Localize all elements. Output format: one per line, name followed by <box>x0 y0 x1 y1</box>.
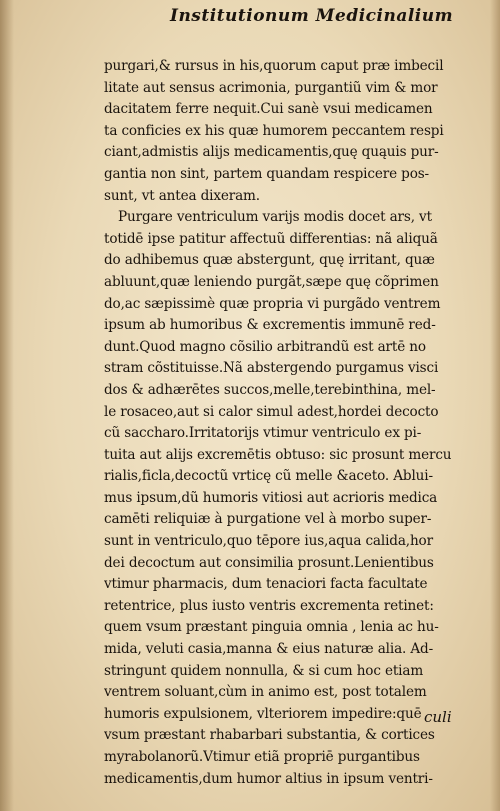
text-line: mida, veluti casia,manna & eius naturæ alia. Ad- <box>104 641 434 658</box>
text-line: sunt in ventriculo,quo tēpore ius,aqua calida,hor <box>104 533 433 550</box>
text-line: vtimur pharmacis, dum tenaciori facta facultate <box>104 576 428 593</box>
text-line: quem vsum præstant pinguia omnia , lenia ac hu- <box>104 619 439 636</box>
text-line: do adhibemus quæ abstergunt, quę irritant, quæ <box>104 252 435 269</box>
text-line: cũ saccharo.Irritatorijs vtimur ventriculo ex pi- <box>104 425 422 442</box>
catchword: culi <box>424 708 452 726</box>
text-line: tuita aut alijs excremētis obtuso: sic prosunt mercu <box>104 446 452 463</box>
text-line: stringunt quidem nonnulla, & si cum hoc etiam <box>104 662 424 679</box>
running-header: Institutionum Medicinalium <box>170 6 454 26</box>
text-line: medicamentis,dum humor altius in ipsum ventri- <box>104 770 433 787</box>
text-line: gantia non sint, partem quandam respicere pos- <box>104 165 429 182</box>
text-line: myrabolanorũ.Vtimur etiã propriē purgantibus <box>104 749 420 765</box>
text-line: ta conficies ex his quæ humorem peccantem respi <box>104 122 444 139</box>
text-line: dacitatem ferre nequit.Cui sanè vsui medicamen <box>104 101 433 118</box>
text-line: sunt, vt antea dixeram. <box>104 187 260 204</box>
text-line: rialis,ficla,decoctũ vrticę cũ melle &aceto. Ablui- <box>104 468 433 485</box>
text-line: do,ac sæpissimè quæ propria vi purgãdo ventrem <box>104 295 441 312</box>
text-line: mus ipsum,dũ humoris vitiosi aut acrioris medica <box>104 489 438 506</box>
text-line: dunt.Quod magno cõsilio arbitrandũ est artē no <box>104 338 426 355</box>
text-line: purgari,& rursus in his,quorum caput præ imbecil <box>104 58 444 74</box>
text-line: retentrice, plus iusto ventris excrementa retinet: <box>104 597 434 614</box>
text-line: litate aut sensus acrimonia, purgantiũ vim & mor <box>104 79 438 96</box>
text-line: ciant,admistis alijs medicamentis,quę quąuis pur- <box>104 144 439 161</box>
text-line: camēti reliquiæ à purgatione vel à morbo super- <box>104 511 432 528</box>
text-line: vsum præstant rhabarbari substantia, & cortices <box>104 727 435 744</box>
body-text <box>104 56 476 790</box>
text-line: abluunt,quæ leniendo purgãt,sæpe quę cõprimen <box>104 273 439 290</box>
text-line: le rosaceo,aut si calor simul adest,hordei decocto <box>104 403 439 420</box>
text-line: ventrem soluant,cùm in animo est, post totalem <box>104 684 427 701</box>
text-line: Purgare ventriculum varijs modis docet ars, vt <box>118 209 432 226</box>
text-line: ipsum ab humoribus & excrementis immunē red- <box>104 317 436 334</box>
text-line: dos & adhærētes succos,melle,terebinthina, mel- <box>104 381 436 398</box>
text-line: dei decoctum aut consimilia prosunt.Lenientibus <box>104 554 434 571</box>
text-line: stram cõstituisse.Nã abstergendo purgamus visci <box>104 360 439 377</box>
text-line: humoris expulsionem, vlteriorem impedire:quē <box>104 705 422 722</box>
text-line: totidē ipse patitur affectuũ differentias: nã aliquã <box>104 230 438 247</box>
